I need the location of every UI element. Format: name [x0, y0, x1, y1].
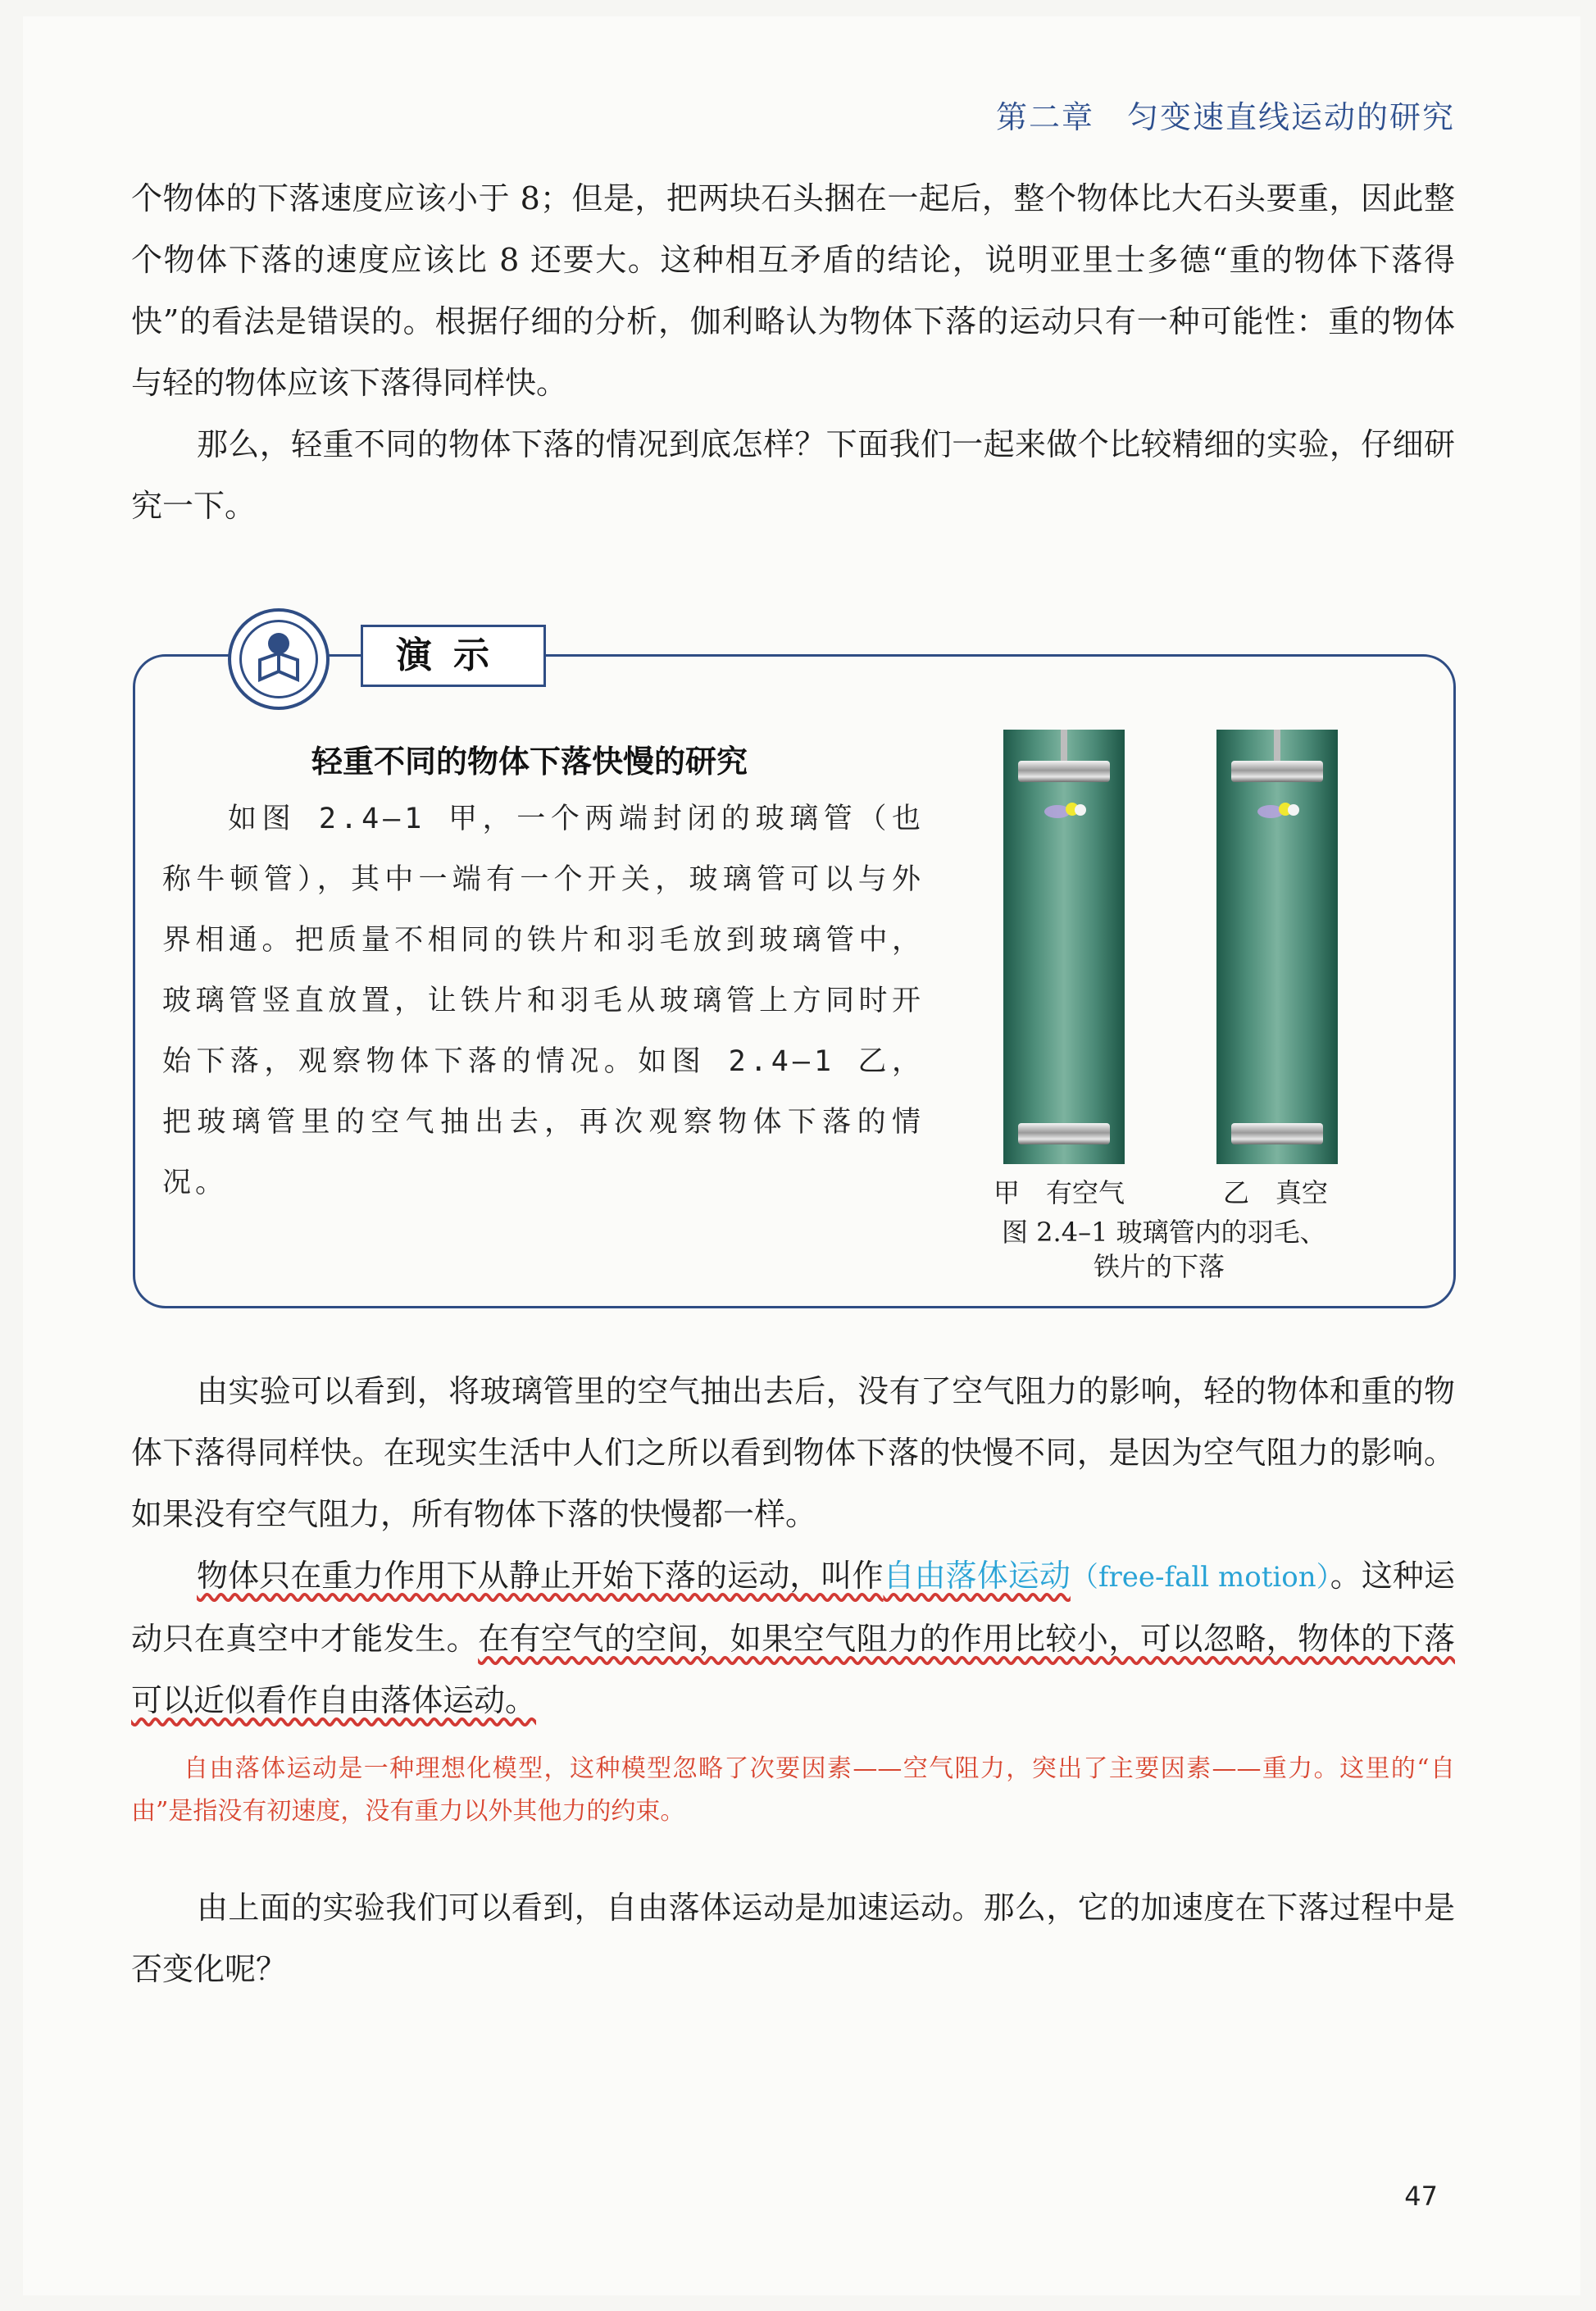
intro-paragraph-2: 那么，轻重不同的物体下落的情况到底怎样？下面我们一起来做个比较精细的实验，仔细研究一下。 — [131, 426, 1455, 524]
margin-note: 自由落体运动是一种理想化模型，这种模型忽略了次要因素——空气阻力，突出了主要因素——重力。这里的“自由”是指没有初速度，没有重力以外其他力的约束。 — [131, 1754, 1455, 1826]
tube-vacuum — [1216, 730, 1338, 1164]
free-fall-term: 自由落体运动 — [883, 1558, 1071, 1594]
intro-paragraph-1: 个物体的下落速度应该小于 8；但是，把两块石头捆在一起后，整个物体比大石头要重，因此整个物体下落的速度应该比 8 还要大。这种相互矛盾的结论，说明亚里士多德“重的物体下落得快”的看法是错误的。根据仔细的分析，伽利略认为物体下落的运动只有一种可能性：重的物体与轻的物体应该下落得同样快。 — [131, 180, 1455, 401]
figure-caption-line-2: 铁片的下落 — [1094, 1251, 1225, 1282]
page-number: 47 — [1404, 2181, 1438, 2212]
figure-label-with-air: 甲 有空气 — [994, 1177, 1125, 1208]
definition-sentence: 物体只在重力作用下从静止开始下落的运动，叫作 — [197, 1558, 884, 1594]
intro-text — [131, 168, 1455, 537]
chapter-header: 第二章 匀变速直线运动的研究 — [995, 99, 1455, 135]
demo-paragraph: 如图 2.4–1 甲，一个两端封闭的玻璃管（也称牛顿管），其中一端有一个开关，玻璃管可以与外界相通。把质量不相同的铁片和羽毛放到玻璃管中，玻璃管竖直放置，让铁片和羽毛从玻璃管上方同时开始下落，观察物体下落的情况。如图 2.4–1 乙，把玻璃管里的空气抽出去，再次观察物体下落的情况。 — [162, 803, 925, 1199]
approximation-sentence: 在有空气的空间，如果空气阻力的作用比较小，可以忽略，物体的下落可以近似看作自由落体运动。 — [131, 1621, 1455, 1718]
body-paragraph-3: 由实验可以看到，将玻璃管里的空气抽出去后，没有了空气阻力的影响，轻的物体和重的物体下落得同样快。在现实生活中人们之所以看到物体下落的快慢不同，是因为空气阻力的影响。如果没有空气阻力，所有物体下落的快慢都一样。 — [131, 1373, 1455, 1532]
demo-label: 演示 — [361, 625, 546, 687]
figure-label-vacuum: 乙 真空 — [1223, 1177, 1329, 1208]
demo-text — [162, 789, 925, 1213]
demo-title: 轻重不同的物体下落快慢的研究 — [311, 744, 748, 780]
free-fall-term-english: （free-fall motion） — [1070, 1561, 1330, 1594]
body-paragraph-4 — [131, 1545, 1455, 1731]
body-text — [131, 1361, 1455, 1731]
body-paragraph-5: 由上面的实验我们可以看到，自由落体运动是加速运动。那么，它的加速度在下落过程中是否变化呢？ — [131, 1890, 1455, 1987]
figure-caption-line-1: 图 2.4–1 玻璃管内的羽毛、 — [1002, 1217, 1326, 1248]
feather-and-iron-icon — [1256, 798, 1305, 823]
tube-with-air — [1003, 730, 1125, 1164]
reading-person-icon — [228, 608, 330, 710]
definition-tail: 。这种运动只在真空中才能发生。 — [131, 1558, 1455, 1657]
feather-and-iron-icon — [1043, 798, 1092, 823]
closing-text — [131, 1877, 1455, 2000]
